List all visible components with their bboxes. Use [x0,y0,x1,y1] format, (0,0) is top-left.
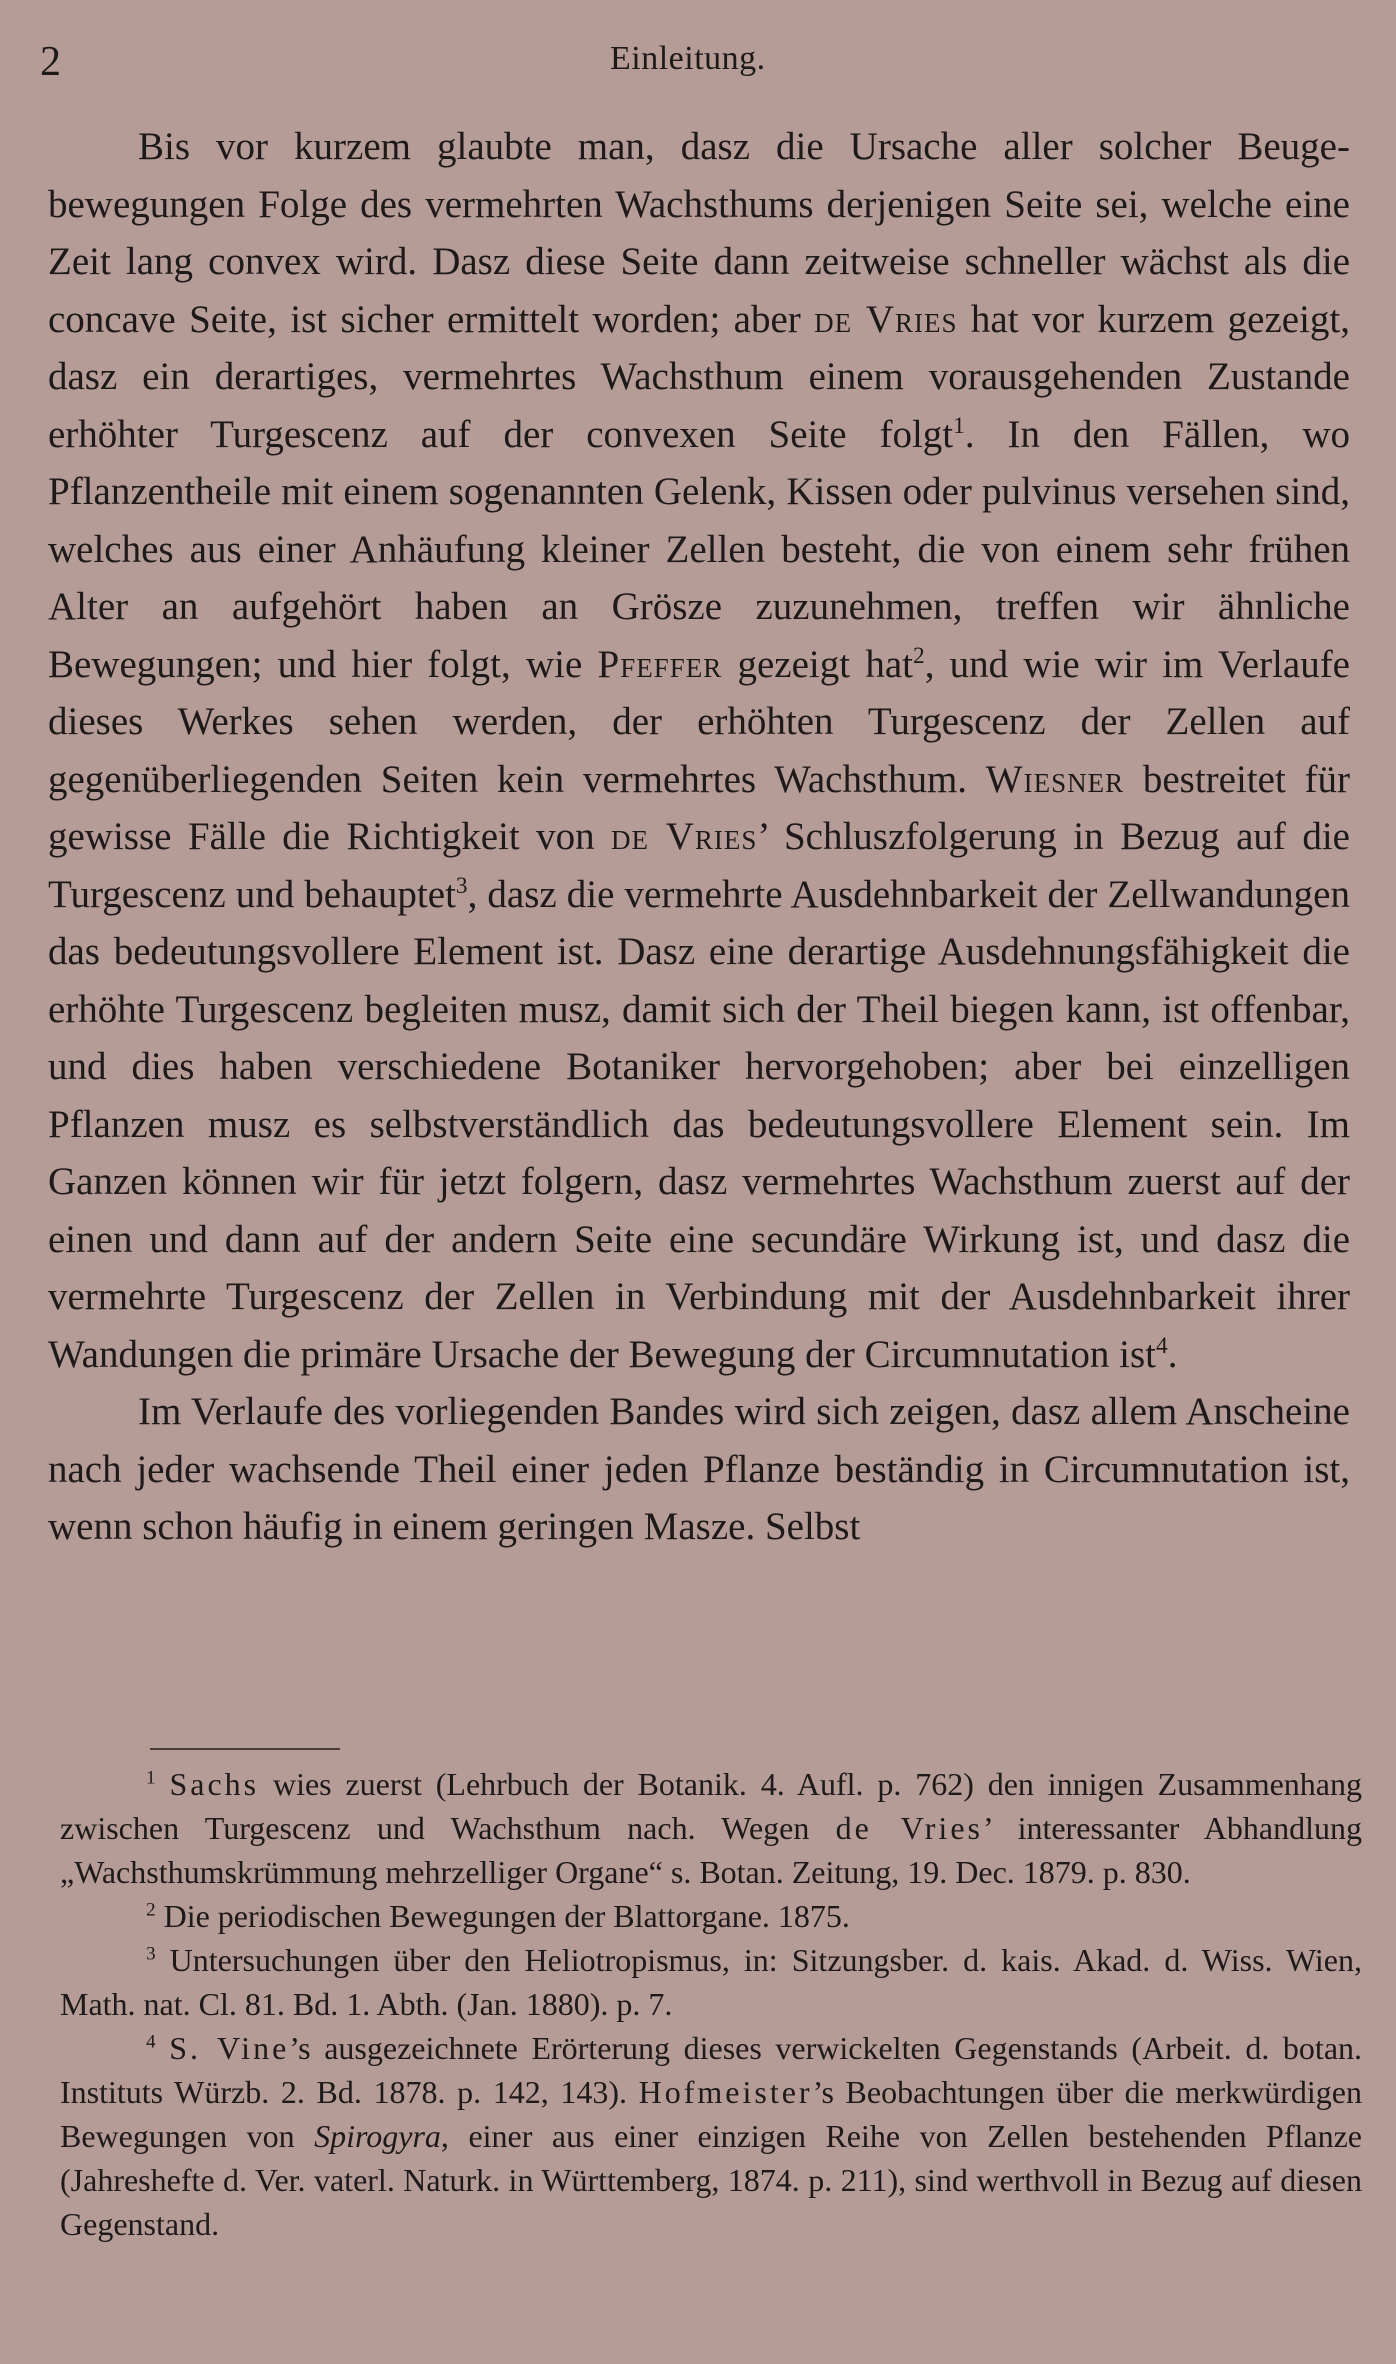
author-name: Wiesner [985,757,1125,801]
footnote-1 [60,1762,1362,1894]
footnote-4 [60,2026,1362,2246]
author-name: S. Vine [169,2030,290,2066]
author-name: de Vries [835,1810,983,1846]
running-head: Einleitung. [610,40,766,77]
author-name: Hofmeister [638,2074,813,2110]
footnote-number: 1 [146,1767,156,1789]
text-segment: ’s Beobachtungen über die merkwürdigen Bewegungen von [60,2074,1363,2154]
text-segment: Die periodischen Bewegungen der Blattorgane. 1875. [155,1898,850,1934]
author-name: de Vries [611,815,758,858]
text-segment: ’ Schluszfolgerung in Bezug auf die Turgescenz und behauptet [48,815,1350,916]
text-segment: , einer aus einer einzigen Reihe von Zellen bestehenden Pflanze (Jahreshefte d. Ver. vaterl. Naturk. in Württemberg, 1874. p. 211), sind werthvoll in Bezug auf diesen Gegenstand. [60,2118,1363,2242]
author-name: de Vries [814,297,958,341]
text-segment: . In den Fällen, wo Pflanzentheile mit einem sogenannten Gelenk, Kissen oder pulvinus versehen sind, welches aus einer Anhäufung kleiner Zellen besteht, die von einem sehr frühen Alter an aufgehört haben an Grösze zuzunehmen, treffen wir ähnliche Bewegungen; und hier folgt, wie [48,412,1350,686]
text-segment: ’s ausgezeichnete Erörterung dieses verwickelten Gegenstands (Arbeit. d. botan. Instituts Würzb. 2. Bd. 1878. p. 142, 143). [60,2030,1363,2110]
author-name: Sachs [169,1766,260,1802]
paragraph-1 [48,118,1350,1383]
text-segment: Bis vor kurzem glaubte man, dasz die Ursache aller solcher Beugebewegungen Folge des vermehrten Wachsthums derjenigen Seite sei, welche eine Zeit lang convex wird. Dasz diese Seite dann zeitweise schneller wächst als die concave Seite, ist sicher ermittelt worden; aber [48,125,1350,341]
text-segment: gezeigt hat [722,642,913,686]
footnote-number: 4 [146,2031,156,2053]
text-segment: Untersuchungen über den Heliotropismus, in: Sitzungsber. d. kais. Akad. d. Wiss. Wien, Math. nat. Cl. 81. Bd. 1. Abth. (Jan. 1880). p. 7. [60,1942,1362,2022]
footnote-number: 3 [146,1943,156,1965]
text-segment: ’ interessanter Abhandlung „Wachsthumskrümmung mehrzelliger Organe“ s. Botan. Zeitung, 19. Dec. 1879. p. 830. [60,1810,1363,1890]
footnotes [60,1762,1362,2246]
footnote-number: 2 [146,1899,156,1921]
text-segment: hat vor kurzem gezeigt, dasz ein derartiges, vermehrtes Wachsthum einem vorausgehenden Zustande erhöhter Turgescenz auf der convexen Seite folgt [48,297,1350,456]
text-segment: wies zuerst (Lehrbuch der Botanik. 4. Aufl. p. 762) den innigen Zusammenhang zwischen Turgescenz und Wachsthum nach. Wegen [60,1766,1363,1846]
footnote-reference: 4 [1156,1332,1168,1359]
author-name: Pfeffer [597,642,723,686]
main-text [48,118,1350,1556]
text-segment: bestreitet für gewisse Fälle die Richtigkeit von [48,757,1350,858]
footnote-3 [60,1938,1362,2026]
text-segment: , dasz die vermehrte Ausdehnbarkeit der Zellwandungen das bedeutungsvollere Element ist. Dasz eine derartige Ausdehnungsfähigkeit die erhöhte Turgescenz begleiten musz, damit sich der Theil biegen kann, ist offenbar, und dies haben verschiedene Botaniker hervorgehoben; aber bei einzelligen Pflanzen musz es selbstverständlich das bedeutungsvollere Element sein. Im Ganzen können wir für jetzt folgern, dasz vermehrtes Wachsthum zuerst auf der einen und dann auf der andern Seite eine secundäre Wirkung ist, und dasz die vermehrte Turgescenz der Zellen in Verbindung mit der Ausdehnbarkeit ihrer Wandungen die primäre Ursache der Bewegung der Circumnutation ist [48,872,1350,1376]
paragraph-2: Im Verlaufe des vorliegenden Bandes wird sich zeigen, dasz allem Anscheine nach jeder wachsende Theil einer jeden Pflanze beständig in Circumnutation ist, wenn schon häufig in einem geringen Masze. Selbst [48,1390,1350,1548]
taxon-name: Spirogyra [314,2118,441,2154]
text-segment: . [1167,1332,1178,1376]
text-segment: , und wie wir im Verlaufe dieses Werkes sehen werden, der erhöhten Turgescenz der Zellen auf gegenüberliegenden Seiten kein vermehrtes Wachsthum. [48,642,1350,801]
footnote-reference: 3 [455,872,468,899]
page-header [40,38,1360,86]
footnote-divider [150,1748,340,1750]
footnote-2 [60,1894,1362,1938]
footnote-reference: 1 [953,412,965,439]
page-number: 2 [40,39,61,85]
text-segment [156,2030,170,2066]
footnote-reference: 2 [912,642,925,669]
